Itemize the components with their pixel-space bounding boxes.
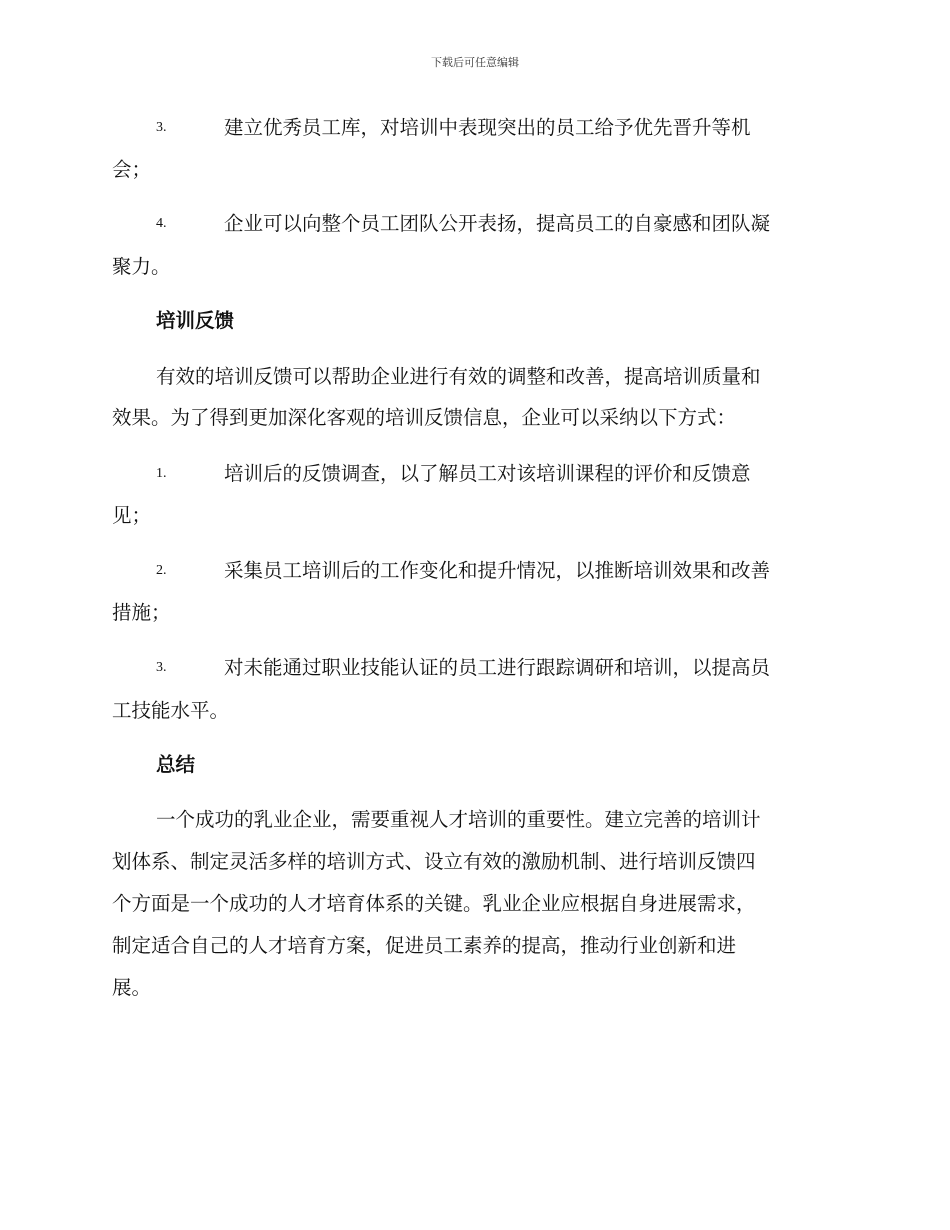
list-number: 3.	[156, 120, 167, 135]
paragraph-line: 制定适合自己的人才培育方案，促进员工素养的提高，推动行业创新和进	[112, 934, 737, 957]
paragraph-line: 展。	[112, 976, 152, 999]
paragraph-line: 划体系、制定灵活多样的培训方式、设立有效的激励机制、进行培训反馈四	[112, 850, 756, 873]
list-item-text-continued: 会；	[112, 158, 152, 181]
list-item-text-continued: 措施；	[112, 601, 171, 624]
page-header: 下载后可任意编辑	[431, 56, 519, 69]
list-item-text-continued: 见；	[112, 504, 152, 527]
list-item-text: 对未能通过职业技能认证的员工进行跟踪调研和培训，以提高员	[224, 656, 771, 679]
section-heading-summary: 总结	[156, 753, 196, 776]
list-number: 1.	[156, 466, 167, 481]
paragraph-line: 有效的培训反馈可以帮助企业进行有效的调整和改善，提高培训质量和	[156, 365, 761, 388]
paragraph-line: 个方面是一个成功的人才培育体系的关键。乳业企业应根据自身进展需求，	[112, 892, 756, 915]
paragraph-line: 效果。为了得到更加深化客观的培训反馈信息，企业可以采纳以下方式：	[112, 406, 737, 429]
list-number: 3.	[156, 660, 167, 675]
list-item-text: 培训后的反馈调查，以了解员工对该培训课程的评价和反馈意	[224, 462, 751, 485]
paragraph-line: 一个成功的乳业企业，需要重视人才培训的重要性。建立完善的培训计	[156, 808, 761, 831]
list-item-text: 建立优秀员工库，对培训中表现突出的员工给予优先晋升等机	[224, 116, 751, 139]
list-item-text-continued: 聚力。	[112, 255, 171, 278]
list-item-text-continued: 工技能水平。	[112, 699, 230, 722]
list-number: 2.	[156, 563, 167, 578]
list-item-text: 企业可以向整个员工团队公开表扬，提高员工的自豪感和团队凝	[224, 212, 771, 235]
list-item-text: 采集员工培训后的工作变化和提升情况，以推断培训效果和改善	[224, 559, 771, 582]
section-heading-feedback: 培训反馈	[156, 309, 235, 332]
list-number: 4.	[156, 216, 167, 231]
